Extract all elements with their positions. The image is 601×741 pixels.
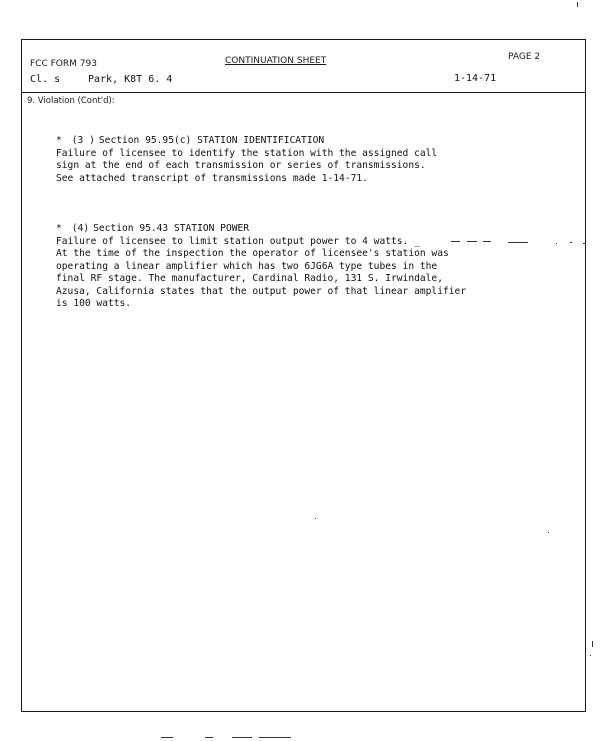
class-label: Cl. s (30, 74, 61, 85)
scan-speck (483, 241, 491, 242)
callsign: Park, K8T 6. 4 (88, 74, 173, 85)
date: 1-14-71 (454, 73, 497, 84)
scan-speck (577, 2, 578, 7)
scan-speck (315, 518, 316, 519)
violation-text-line: is 100 watts. (56, 298, 132, 309)
scan-speck (205, 737, 213, 738)
violation-text-line: final RF stage. The manufacturer, Cardinal Radio, 131 S. Irwindale, (56, 273, 443, 284)
violation-text-line: Failure of licensee to identify the station with the assigned call (56, 147, 438, 159)
scan-speck (451, 241, 460, 242)
scan-noise (161, 2, 593, 738)
scan-speck (570, 242, 572, 243)
scan-speck (548, 532, 549, 533)
sheet-title: CONTINUATION SHEET (225, 56, 327, 66)
asterisk-marker: * (56, 135, 62, 146)
scan-speck (592, 641, 593, 647)
violation-text-line: sign at the end of each transmission or series of transmissions. (56, 160, 426, 171)
scan-speck (259, 737, 291, 738)
violation-section: Section 95.43 STATION POWER (93, 223, 250, 234)
violation-text-line: Failure of licensee to limit station output power to 4 watts. _ (56, 235, 420, 247)
violation-text-line: See attached transcript of transmissions made 1-14-71. (56, 172, 368, 184)
violation-text-line: operating a linear amplifier which has two 6JG6A type tubes in the (56, 260, 438, 272)
scan-speck (161, 737, 173, 738)
scan-speck (508, 242, 528, 243)
scan-speck (232, 737, 252, 738)
scan-speck (583, 243, 585, 244)
violation-text-line: Azusa, California states that the output power of that linear amplifier (56, 285, 467, 297)
violation-section: Section 95.95(c) STATION IDENTIFICATION (98, 135, 325, 146)
form-number: FCC FORM 793 (30, 59, 97, 69)
scan-speck (467, 241, 477, 242)
violation-number: (4) (71, 223, 90, 234)
item-header: 9. Violation (Cont'd): (27, 96, 115, 106)
scan-speck (556, 243, 557, 244)
scan-speck (590, 655, 591, 656)
asterisk-marker: * (56, 223, 62, 234)
violation-text-line: At the time of the inspection the operator of licensee's station was (56, 248, 449, 259)
page-label: PAGE 2 (508, 52, 541, 62)
violation-number: (3 ) (71, 135, 95, 146)
